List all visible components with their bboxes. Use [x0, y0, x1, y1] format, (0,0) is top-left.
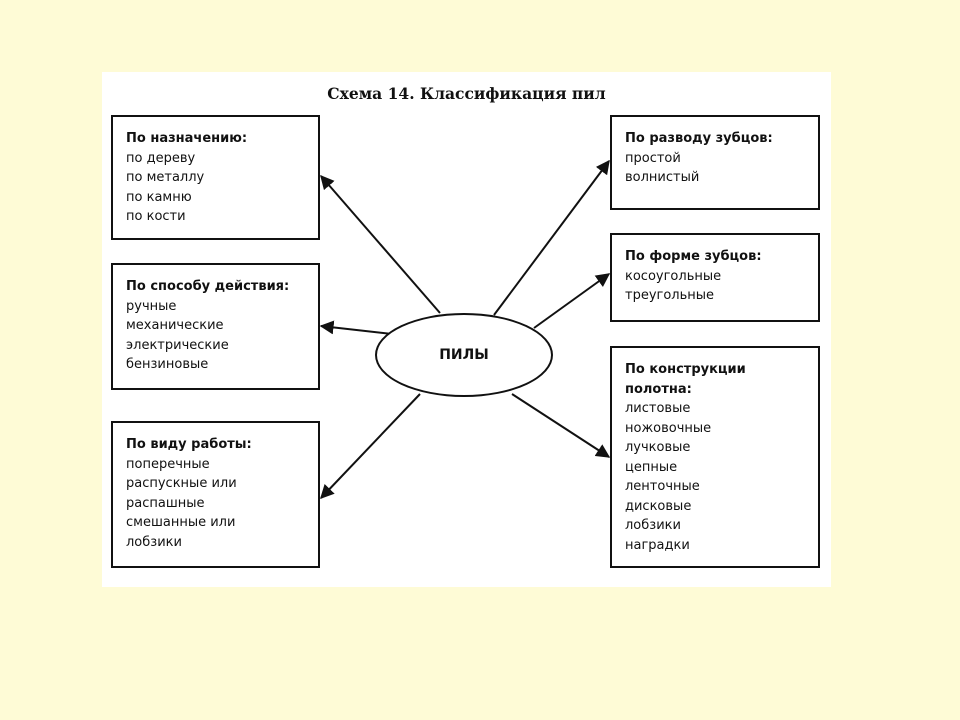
list-item: по кости [126, 209, 186, 224]
list-item: распашные [126, 495, 205, 511]
list-item: смешанные или [126, 515, 236, 530]
box-shape [610, 233, 820, 322]
list-item: ручные [126, 298, 177, 314]
list-item: лучковые [625, 440, 691, 455]
list-item: распускные или [126, 476, 237, 491]
list-item: электрические [126, 337, 229, 353]
box-action [111, 263, 320, 390]
list-item: по дереву [126, 150, 196, 166]
center-node: ПИЛЫ [375, 313, 553, 397]
arrow-to-work [321, 394, 420, 498]
list-item: лобзики [126, 534, 182, 550]
box-blade-heading: По конструкции полотна: [625, 362, 746, 397]
list-item: наградки [625, 537, 690, 553]
arrow-to-blade [512, 394, 609, 457]
list-item: механические [126, 318, 224, 333]
box-work [111, 421, 320, 568]
diagram-panel [102, 72, 831, 587]
list-item: поперечные [126, 456, 210, 472]
arrow-to-set [494, 161, 609, 315]
list-item: бензиновые [126, 357, 209, 372]
list-item: простой [625, 150, 681, 166]
box-purpose [111, 115, 320, 240]
list-item: цепные [625, 459, 678, 475]
list-item: дисковые [625, 498, 692, 514]
list-item: ножовочные [625, 420, 712, 436]
list-item: листовые [625, 401, 691, 416]
arrow-to-shape [534, 274, 609, 328]
box-blade [610, 346, 820, 568]
list-item: волнистый [625, 170, 700, 185]
list-item: косоугольные [625, 268, 722, 284]
box-shape-heading: По форме зубцов: [625, 249, 762, 264]
box-set-heading: По разводу зубцов: [625, 131, 773, 146]
arrow-to-purpose [321, 176, 440, 313]
box-action-heading: По способу действия: [126, 279, 290, 294]
box-work-heading: По виду работы: [126, 437, 252, 452]
diagram-title: Схема 14. Классификация пил [327, 84, 606, 103]
list-item: лобзики [625, 518, 681, 533]
box-set [610, 115, 820, 210]
list-item: по камню [126, 189, 192, 205]
box-purpose-heading: По назначению: [126, 131, 248, 146]
arrow-to-action [321, 326, 392, 334]
list-item: по металлу [126, 170, 205, 185]
list-item: треугольные [625, 288, 715, 303]
list-item: ленточные [625, 479, 700, 494]
